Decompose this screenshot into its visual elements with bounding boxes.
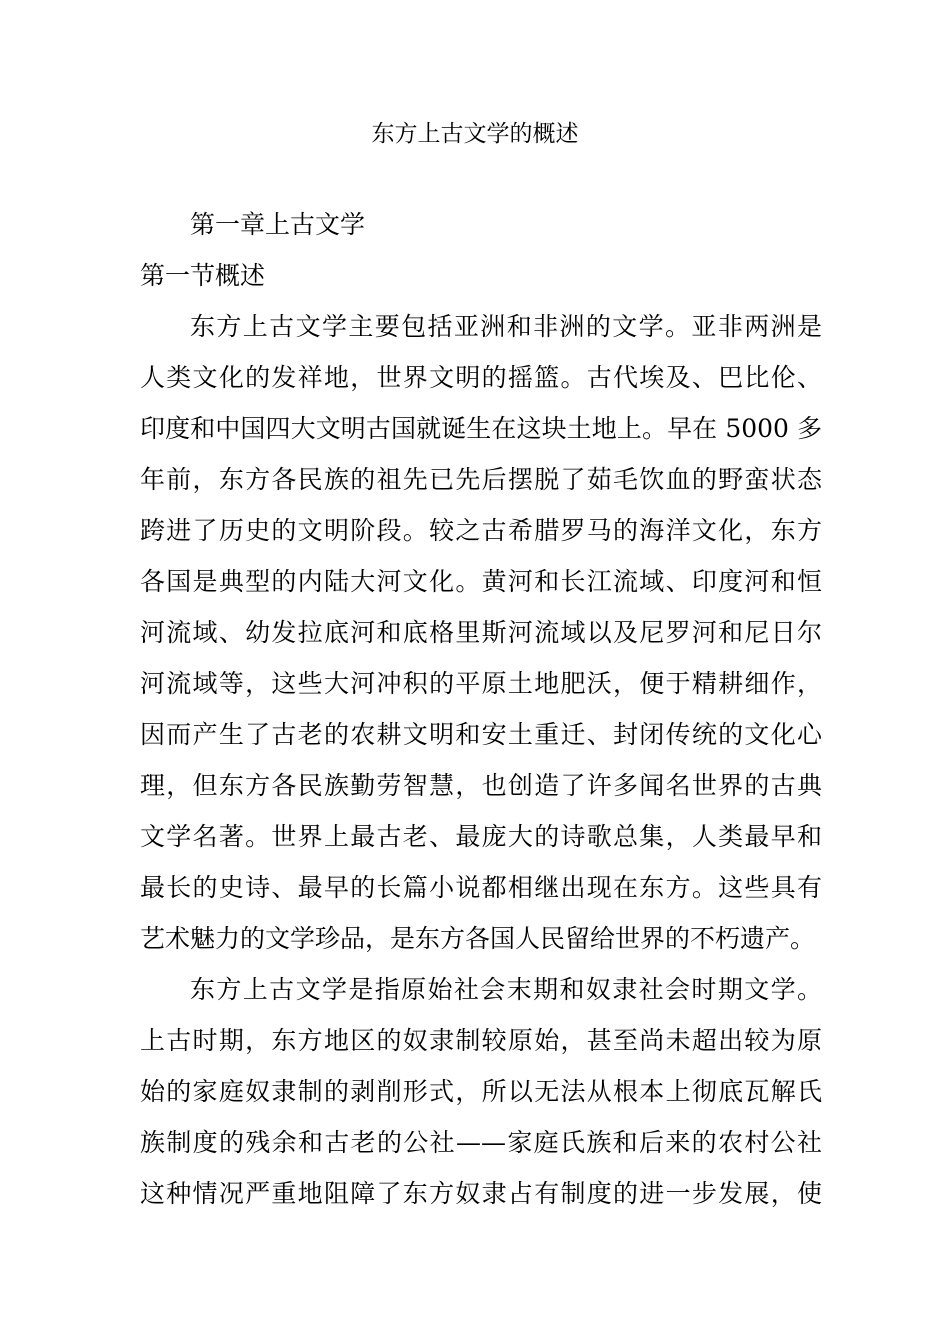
text-line: 跨进了历史的文明阶段。较之古希腊罗马的海洋文化，东方 — [140, 516, 822, 545]
text-line: 印度和中国四大文明古国就诞生在这块土地上。早在 5000 多 — [140, 414, 822, 443]
text-line: 理，但东方各民族勤劳智慧，也创造了许多闻名世界的古典 — [140, 771, 822, 800]
text-line: 始的家庭奴隶制的剥削形式，所以无法从根本上彻底瓦解氏 — [140, 1077, 822, 1106]
text-line: 这种情况严重地阻障了东方奴隶占有制度的进一步发展，使 — [140, 1179, 822, 1208]
text-line: 人类文化的发祥地，世界文明的摇篮。古代埃及、巴比伦、 — [140, 363, 822, 392]
text-line: 年前，东方各民族的祖先已先后摆脱了茹毛饮血的野蛮状态 — [140, 465, 822, 494]
text-line: 各国是典型的内陆大河文化。黄河和长江流域、印度河和恒 — [140, 567, 822, 596]
text-line: 河流域等，这些大河冲积的平原土地肥沃，便于精耕细作， — [140, 669, 822, 698]
text-line: 因而产生了古老的农耕文明和安土重迁、封闭传统的文化心 — [140, 720, 822, 749]
text-line: 东方上古文学主要包括亚洲和非洲的文学。亚非两洲是 — [190, 312, 822, 341]
text-line: 东方上古文学是指原始社会末期和奴隶社会时期文学。 — [190, 975, 822, 1004]
text-line: 艺术魅力的文学珍品，是东方各国人民留给世界的不朽遗产。 — [140, 924, 816, 953]
text-line: 族制度的残余和古老的公社——家庭氏族和后来的农村公社 — [140, 1128, 822, 1157]
document-title: 东方上古文学的概述 — [371, 121, 579, 147]
text-line: 最长的史诗、最早的长篇小说都相继出现在东方。这些具有 — [140, 873, 822, 902]
section-heading: 第一节概述 — [140, 261, 266, 290]
text-line: 河流域、幼发拉底河和底格里斯河流域以及尼罗河和尼日尔 — [140, 618, 822, 647]
text-line: 文学名著。世界上最古老、最庞大的诗歌总集，人类最早和 — [140, 822, 822, 851]
chapter-heading: 第一章上古文学 — [190, 210, 366, 239]
text-line: 上古时期，东方地区的奴隶制较原始，甚至尚未超出较为原 — [140, 1026, 822, 1055]
